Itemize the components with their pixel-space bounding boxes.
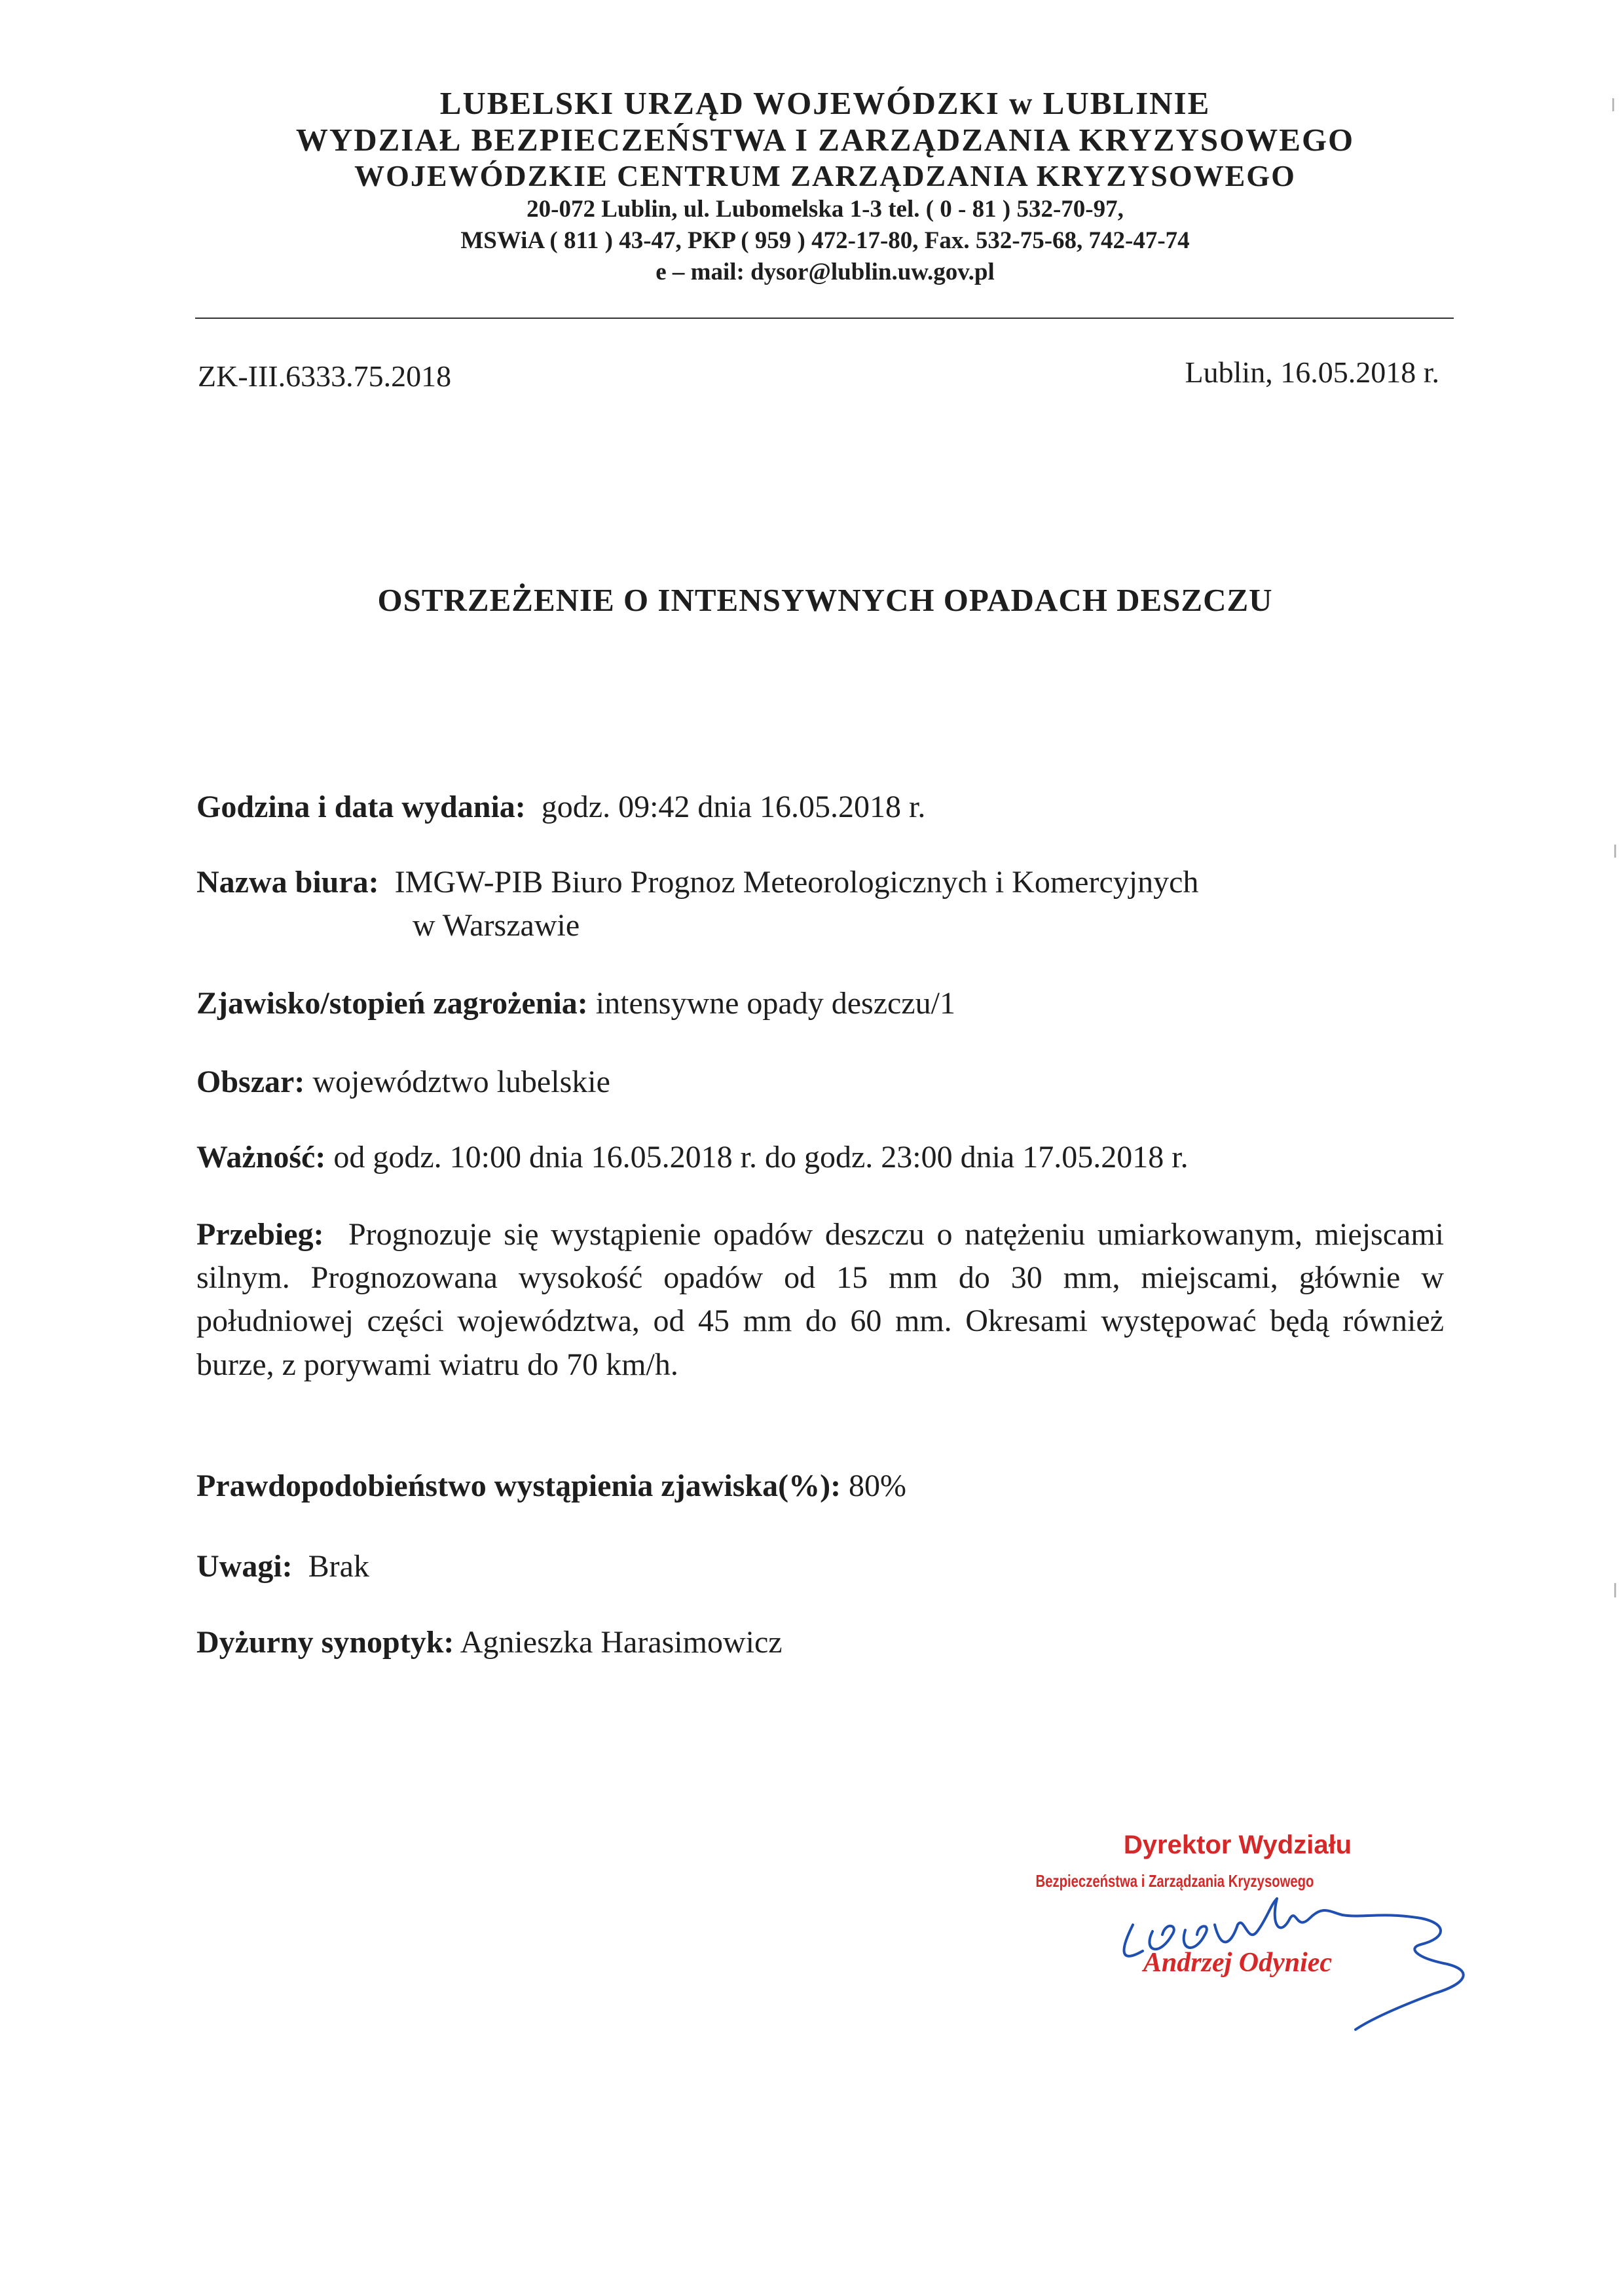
email-line: e – mail: dysor@lublin.uw.gov.pl bbox=[655, 258, 995, 285]
field-value: województwo lubelskie bbox=[312, 1065, 610, 1099]
address-line: 20-072 Lublin, ul. Lubomelska 1-3 tel. ( 0 - 81 ) 532-70-97, bbox=[526, 195, 1124, 223]
center-name: WOJEWÓDZKIE CENTRUM ZARZĄDZANIA KRYZYSOWEGO bbox=[354, 158, 1296, 192]
document-title: OSTRZEŻENIE O INTENSYWNYCH OPADACH DESZCZU bbox=[377, 582, 1273, 618]
field-label: Nazwa biura: bbox=[196, 865, 379, 900]
stamp-department: Bezpieczeństwa i Zarządzania Kryzysowego bbox=[1035, 1871, 1314, 1891]
phones-line: MSWiA ( 811 ) 43-47, PKP ( 959 ) 472-17-80, Fax. 532-75-68, 742-47-74 bbox=[460, 227, 1190, 254]
field-value: godz. 09:42 dnia 16.05.2018 r. bbox=[541, 790, 926, 824]
stamp-title: Dyrektor Wydziału bbox=[1123, 1831, 1352, 1859]
field-label: Godzina i data wydania: bbox=[196, 790, 526, 824]
field-course bbox=[196, 1213, 1444, 1387]
office-name: LUBELSKI URZĄD WOJEWÓDZKI w LUBLINIE bbox=[439, 85, 1211, 121]
document-date: Lublin, 16.05.2018 r. bbox=[1185, 355, 1439, 389]
field-value: od godz. 10:00 dnia 16.05.2018 r. do godz. 23:00 dnia 17.05.2018 r. bbox=[333, 1140, 1189, 1175]
field-area bbox=[196, 1061, 1444, 1104]
field-forecaster bbox=[196, 1621, 1444, 1664]
field-value: Agnieszka Harasimowicz bbox=[460, 1625, 783, 1660]
field-validity bbox=[196, 1136, 1444, 1179]
field-label: Dyżurny synoptyk: bbox=[196, 1625, 454, 1660]
field-phenomenon bbox=[196, 982, 1444, 1025]
field-value: 80% bbox=[849, 1468, 907, 1503]
field-label: Obszar: bbox=[196, 1065, 305, 1099]
field-label: Zjawisko/stopień zagrożenia: bbox=[196, 986, 588, 1021]
field-value: Prognozuje się wystąpienie opadów deszczu o natężeniu umiarkowanym, miejscami silnym. Prognozowana wysokość opadów od 15 mm do 30 mm, miejscami, głównie w południowej części województwa, od 45 mm do 60 mm. Okresami występować będą również burze, z porywami wiatru do 70 km/h. bbox=[196, 1217, 1444, 1382]
scan-mark bbox=[1614, 1583, 1616, 1597]
department-name: WYDZIAŁ BEZPIECZEŃSTWA I ZARZĄDZANIA KRYZYSOWEGO bbox=[295, 122, 1355, 158]
field-label: Ważność: bbox=[196, 1140, 326, 1175]
reference-number: ZK-III.6333.75.2018 bbox=[198, 359, 452, 393]
field-label: Przebieg: bbox=[196, 1217, 324, 1252]
scan-mark bbox=[1614, 845, 1616, 858]
header-divider bbox=[195, 318, 1454, 319]
field-value-continued: w Warszawie bbox=[413, 908, 580, 943]
stamp-name: Andrzej Odyniec bbox=[1143, 1948, 1333, 1978]
scan-mark bbox=[1612, 98, 1614, 111]
field-remarks bbox=[196, 1545, 1444, 1588]
field-probability bbox=[196, 1465, 1444, 1508]
handwritten-signature bbox=[1080, 1853, 1539, 2036]
field-issued bbox=[196, 786, 1444, 829]
field-value: IMGW-PIB Biuro Prognoz Meteorologicznych i Komercyjnych bbox=[394, 865, 1199, 900]
field-label: Prawdopodobieństwo wystąpienia zjawiska(%): bbox=[196, 1468, 841, 1503]
field-office bbox=[196, 861, 1444, 947]
field-value: Brak bbox=[308, 1549, 369, 1584]
letterhead bbox=[196, 85, 1454, 288]
field-value: intensywne opady deszczu/1 bbox=[595, 986, 955, 1021]
field-label: Uwagi: bbox=[196, 1549, 293, 1584]
